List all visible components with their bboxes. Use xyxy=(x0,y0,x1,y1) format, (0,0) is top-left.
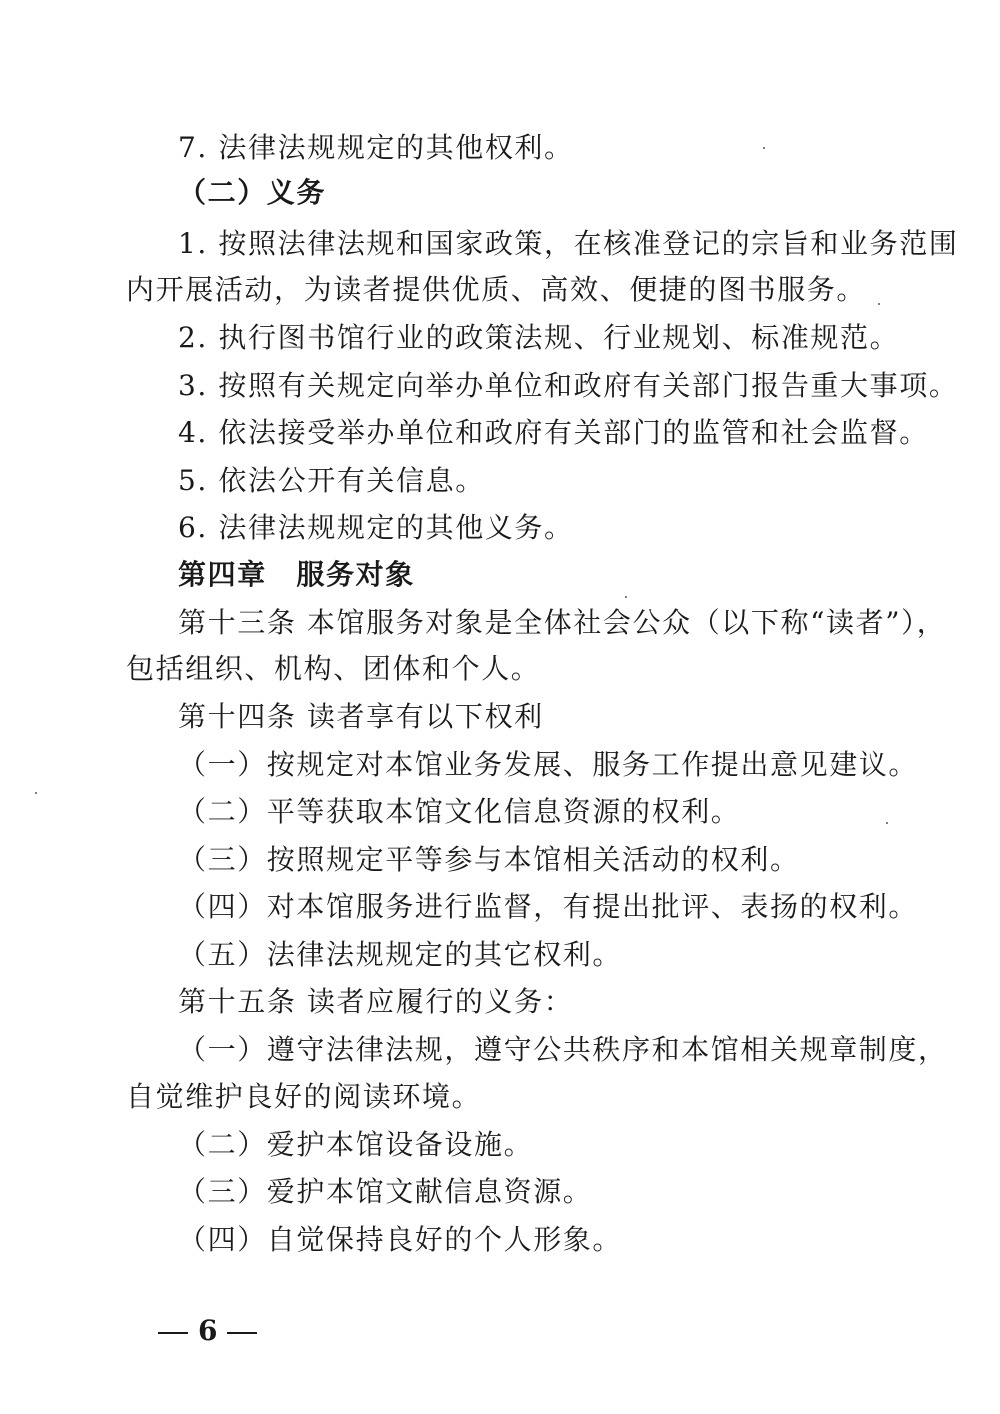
obligation-item-4: 4. 依法接受举办单位和政府有关部门的监管和社会监督。 xyxy=(178,416,929,449)
page-number xyxy=(148,1313,267,1349)
scan-speck xyxy=(878,303,880,305)
reader-right-2: （二）平等获取本馆文化信息资源的权利。 xyxy=(178,795,741,828)
article-13-continued: 包括组织、机构、团体和个人。 xyxy=(126,652,541,685)
reader-duty-1: （一）遵守法律法规，遵守公共秩序和本馆相关规章制度， xyxy=(178,1033,948,1066)
scan-speck xyxy=(35,792,37,794)
article-14: 第十四条 读者享有以下权利 xyxy=(178,700,544,733)
chapter-heading: 第四章 服务对象 xyxy=(178,558,415,591)
obligation-item-1-continued: 内开展活动，为读者提供优质、高效、便捷的图书服务。 xyxy=(126,273,867,306)
reader-right-5: （五）法律法规规定的其它权利。 xyxy=(178,938,623,971)
reader-duty-3: （三）爱护本馆文献信息资源。 xyxy=(178,1175,593,1208)
page-number-dash-left xyxy=(158,1332,188,1334)
scan-speck xyxy=(886,822,888,824)
page-number-dash-right xyxy=(227,1332,257,1334)
reader-right-1: （一）按规定对本馆业务发展、服务工作提出意见建议。 xyxy=(178,748,919,781)
scan-speck xyxy=(625,596,627,598)
article-13: 第十三条 本馆服务对象是全体社会公众（以下称“读者”）， xyxy=(178,606,947,639)
reader-duty-4: （四）自觉保持良好的个人形象。 xyxy=(178,1223,623,1256)
page-number-value: 6 xyxy=(198,1314,218,1347)
article-15: 第十五条 读者应履行的义务： xyxy=(178,985,574,1018)
reader-duty-2: （二）爱护本馆设备设施。 xyxy=(178,1128,534,1161)
reader-right-4: （四）对本馆服务进行监督，有提出批评、表扬的权利。 xyxy=(178,890,919,923)
reader-duty-1-continued: 自觉维护良好的阅读环境。 xyxy=(126,1080,482,1113)
obligation-item-6: 6. 法律法规规定的其他义务。 xyxy=(178,511,574,544)
reader-right-3: （三）按照规定平等参与本馆相关活动的权利。 xyxy=(178,843,800,876)
obligation-item-rights-7: 7. 法律法规规定的其他权利。 xyxy=(178,131,574,164)
obligation-item-3: 3. 按照有关规定向举办单位和政府有关部门报告重大事项。 xyxy=(178,369,959,402)
scan-speck xyxy=(763,147,765,149)
section-heading-obligations: （二）义务 xyxy=(178,176,327,209)
obligation-item-5: 5. 依法公开有关信息。 xyxy=(178,464,485,497)
obligation-item-1: 1. 按照法律法规和国家政策，在核准登记的宗旨和业务范围 xyxy=(178,227,959,260)
obligation-item-2: 2. 执行图书馆行业的政策法规、行业规划、标准规范。 xyxy=(178,321,900,354)
